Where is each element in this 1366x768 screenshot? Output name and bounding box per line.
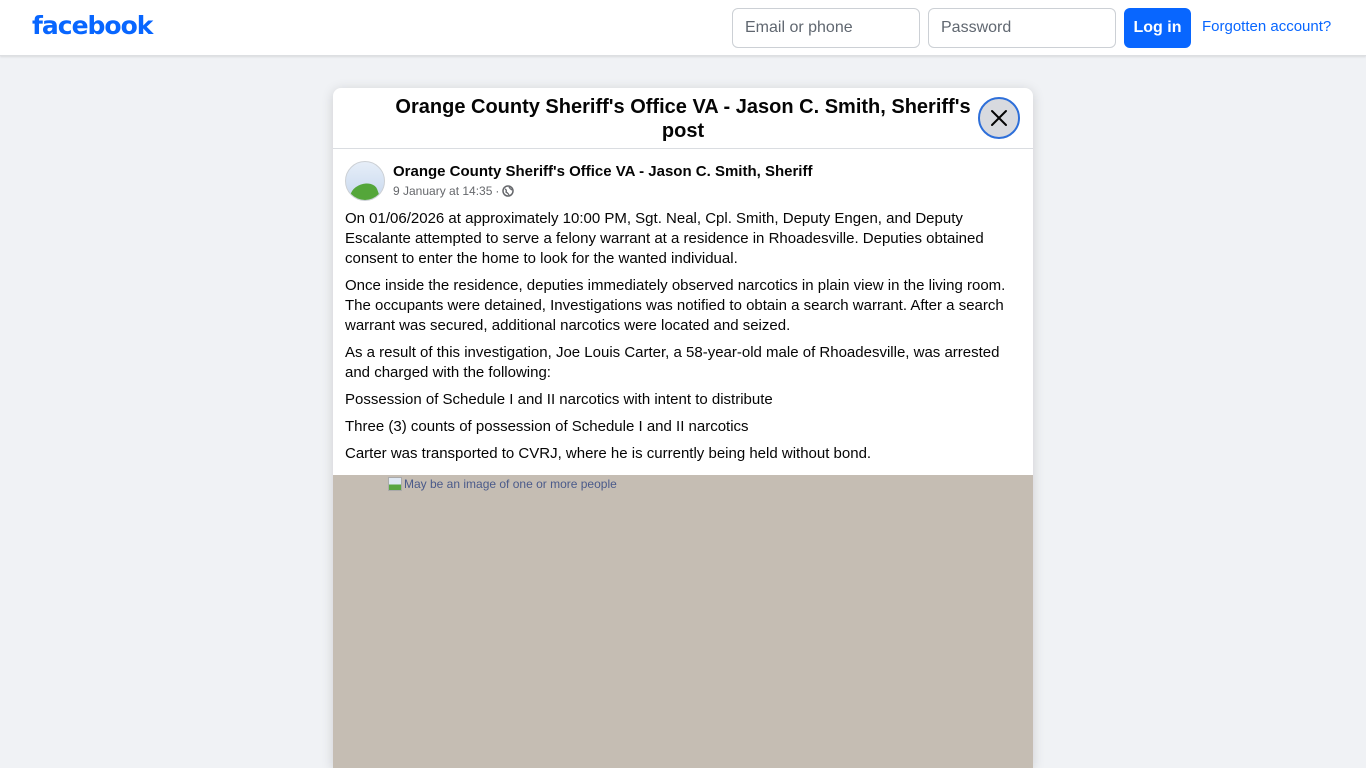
dialog-title: Orange County Sheriff's Office VA - Jason C. Smith, Sheriff's post: [395, 96, 971, 142]
post-text: [333, 201, 1033, 464]
top-bar: [0, 0, 1366, 56]
post-timestamp[interactable]: 9 January at 14:35: [393, 184, 493, 198]
post-paragraph: Possession of Schedule I and II narcotics with intent to distribute: [345, 391, 773, 408]
post-paragraph: Three (3) counts of possession of Schedule I and II narcotics: [345, 418, 749, 435]
forgotten-account-link[interactable]: Forgotten account?: [1202, 18, 1332, 35]
login-button[interactable]: Log in: [1124, 8, 1191, 48]
dialog-header: [333, 88, 1033, 149]
globe-icon: [502, 185, 514, 197]
avatar[interactable]: [345, 161, 385, 201]
close-icon: [990, 109, 1008, 127]
email-field[interactable]: [732, 8, 920, 48]
post-meta: [393, 184, 514, 198]
post-author[interactable]: Orange County Sheriff's Office VA - Jason C. Smith, Sheriff: [393, 163, 813, 180]
close-button[interactable]: [978, 97, 1020, 139]
image-alt-label: May be an image of one or more people: [404, 477, 617, 491]
post-header: [333, 149, 1033, 201]
post-paragraph: Carter was transported to CVRJ, where he is currently being held without bond.: [345, 445, 872, 462]
post-photo[interactable]: [333, 475, 1033, 768]
meta-separator: ·: [495, 184, 500, 198]
post-dialog: [333, 88, 1033, 768]
password-field[interactable]: [928, 8, 1116, 48]
post-paragraph: Once inside the residence, deputies immediately observed narcotics in plain view in the living room. The occupants were detained, Investigations was notified to obtain a search warrant. After a search warrant was secured, additional narcotics were located and seized.: [345, 277, 1006, 334]
post-paragraph: As a result of this investigation, Joe Louis Carter, a 58-year-old male of Rhoadesville, was arrested and charged with the following:: [345, 344, 1000, 381]
image-alt-text: [388, 477, 617, 491]
broken-image-icon: [388, 477, 402, 491]
facebook-logo[interactable]: facebook: [32, 11, 153, 40]
post-paragraph: On 01/06/2026 at approximately 10:00 PM, Sgt. Neal, Cpl. Smith, Deputy Engen, and Deputy Escalante attempted to serve a felony warrant at a residence in Rhoadesville. Deputies obtained consent to enter the home to look for the wanted individual.: [345, 210, 984, 267]
